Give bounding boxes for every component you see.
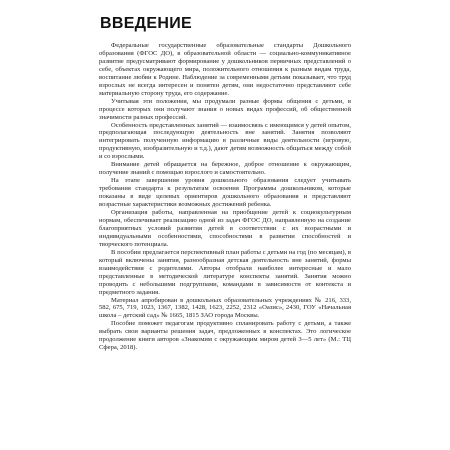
paragraph: Внимание детей обращается на бережное, доброе отношение к окружающим, получение знаний с помощью взрослого и самостоятельно. (99, 161, 351, 177)
page-title: ВВЕДЕНИЕ (100, 15, 192, 32)
paragraph: Материал апробирован в дошкольных образовательных учреждениях № 216, 333, 582, 675, 719, 1023, 1367, 1382, 1428, 1623, 2252, 2312 «Оазис», 2430, ГОУ «Начальная школа – детский сад» № 1665, 1815 ЗАО города Москвы. (99, 296, 351, 320)
paragraph: Особенность представленных занятий — взаимосвязь с имеющимся у детей опытом, предполагающая последующую деятельность вне занятий. Занятия позволяют интегрировать полученную информацию в различные виды деятельности (игровую, продуктивную, изобразительную и т.д.), дают детям возможность общаться между собой и со взрослыми. (99, 121, 351, 161)
paragraph: В пособии предлагается перспективный план работы с детьми на год (по месяцам), в который включены занятия, разнообразная детская деятельность вне занятий, формы взаимодействия с родителями. Авторы отобрали наиболее интересные и мало представленные в методической литературе конспекты занятий. Занятия можно проводить с небольшими подгруппами, командами в зависимости от контекста и предметного задания. (99, 248, 351, 296)
paragraph: Организация работы, направленная на приобщение детей к социокультурным нормам, обеспечивает реализацию одной из задач ФГОС ДО, направленную на создание благоприятных условий развития детей в соответствии с их возрастными и индивидуальными особенностями, способностями в развитии способностей и творческого потенциала. (99, 209, 351, 248)
paragraph: Федеральные государственные образовательные стандарты Дошкольного образования (ФГОС ДО), в образовательной области — социально-коммуникативное развитие предусматривают формирование у дошкольников первичных представлений о себе, объектах окружающего мира, положительного отношения к разным видам труда, воспитание любви к Родине. Наблюдение за современными детьми показывает, что труд взрослых не всегда интересен и понятен детям, они недостаточно представляют себе материальную сторону труда, его содержание. (99, 42, 351, 97)
paragraph: Учитывая эти положения, мы продумали разные формы общения с детьми, в процессе которых они получают знания о новых видах профессий, об общественной значимости разных профессий. (99, 97, 351, 121)
body-text (99, 42, 351, 352)
paragraph: На этапе завершения уровня дошкольного образования следует учитывать требования стандарта к результатам освоения Программы дошкольником, которые показаны в виде целевых ориентиров дошкольного образования и представляют возрастные характеристики возможных достижений ребенка. (99, 177, 351, 209)
paragraph: Пособие поможет педагогам продуктивно спланировать работу с детьми, а также выбрать свои варианты решения задач, предложенных в конспектах. Это логическое продолжение книги авторов «Знакомим с окружающим миром детей 3—5 лет» (М.: ТЦ Сфера, 2018). (99, 320, 351, 352)
